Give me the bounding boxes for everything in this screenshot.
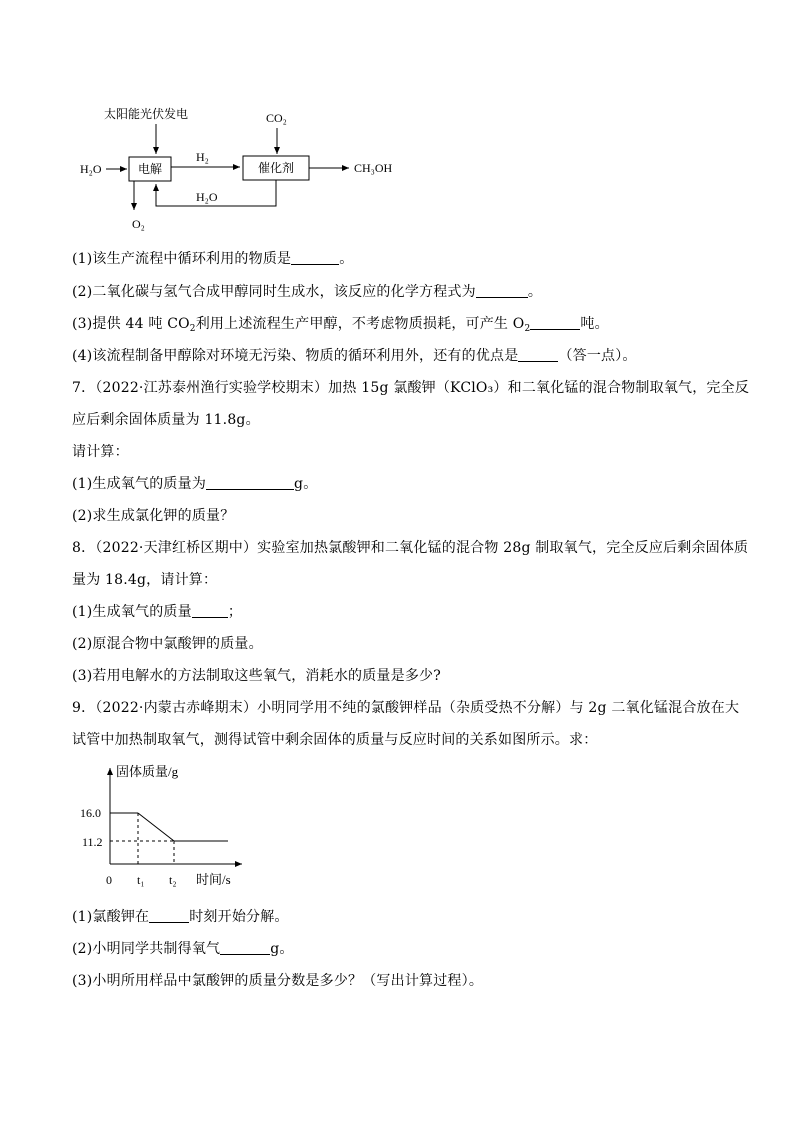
recycle-label: H₂O	[196, 190, 218, 204]
series-segment	[138, 813, 174, 841]
answer-blank[interactable]	[206, 475, 294, 490]
origin-label: 0	[106, 873, 112, 887]
q8-part1: (1)生成氧气的质量 ；	[72, 604, 243, 620]
q9-part3: (3)小明所用样品中氯酸钾的质量分数是多少？（写出计算过程）。	[72, 973, 484, 989]
answer-blank[interactable]	[149, 908, 189, 923]
electrolysis-label: 电解	[138, 162, 163, 176]
x-tick-label-t1: t₁	[137, 873, 145, 887]
x-axis-label: 时间/s	[196, 872, 231, 887]
answer-blank[interactable]	[192, 603, 228, 618]
q9-part1: (1)氯酸钾在 时刻开始分解。	[72, 909, 289, 925]
q7-stem-line2: 应后剩余固体质量为 11.8g。	[72, 412, 260, 428]
flow-diagram	[76, 102, 406, 232]
q8-stem-line2: 量为 18.4g，请计算：	[72, 572, 218, 588]
q8-part2: (2)原混合物中氯酸钾的质量。	[72, 636, 263, 652]
q9-stem-line1: 9．（2022·内蒙古赤峰期末）小明同学用不纯的氯酸钾样品（杂质受热不分解）与 2g 二氧化锰混合放在大	[72, 700, 740, 716]
q6-part1: (1)该生产流程中循环利用的物质是 。	[72, 251, 354, 267]
answer-blank[interactable]	[476, 283, 528, 298]
answer-blank[interactable]	[530, 315, 580, 330]
y-axis-label: 固体质量/g	[116, 764, 179, 779]
q6-part4: (4)该流程制备甲醇除对环境无污染、物质的循环利用外，还有的优点是 （答一点）。	[72, 348, 637, 364]
x-tick-label-t2: t₂	[169, 873, 177, 887]
solar-label: 太阳能光伏发电	[104, 107, 189, 121]
q9-part2: (2)小明同学共制得氧气 g。	[72, 941, 294, 957]
q7-prompt: 请计算：	[72, 444, 129, 460]
catalyst-label: 催化剂	[258, 161, 295, 175]
answer-blank[interactable]	[291, 250, 339, 265]
o2-label: O₂	[132, 217, 145, 231]
product-label: CH₃OH	[354, 161, 393, 175]
q8-part3: (3)若用电解水的方法制取这些氧气，消耗水的质量是多少?	[72, 668, 441, 684]
y-tick-label-16: 16.0	[80, 806, 101, 820]
y-tick-label-11: 11.2	[82, 835, 103, 849]
q9-stem-line2: 试管中加热制取氧气，测得试管中剩余固体的质量与反应时间的关系如图所示。求：	[72, 732, 598, 748]
q6-part3: (3)提供 44 吨 $CO_2$利用上述流程生产甲醇，不考虑物质损耗，可产生 $O_2$ 吨。	[72, 316, 609, 334]
answer-blank[interactable]	[518, 347, 558, 362]
q6-part2: (2)二氧化碳与氢气合成甲醇同时生成水，该反应的化学方程式为 。	[72, 284, 543, 300]
q7-part1: (1)生成氧气的质量为 g。	[72, 476, 318, 492]
q7-part2: (2)求生成氯化钾的质量？	[72, 508, 235, 524]
q8-stem-line1: 8．（2022·天津红桥区期中）实验室加热氯酸钾和二氧化锰的混合物 28g 制取氧气，完全反应后剩余固体质	[72, 540, 749, 556]
input-h2o-label: H₂O	[80, 162, 102, 176]
co2-label: CO₂	[266, 111, 287, 125]
q7-stem-line1: 7．（2022·江苏泰州渔行实验学校期末）加热 15g 氯酸钾（KClO₃）和二氧化锰的混合物制取氧气，完全反	[72, 380, 750, 396]
mass-time-chart	[76, 760, 266, 892]
h2-label: H₂	[196, 150, 209, 164]
answer-blank[interactable]	[220, 940, 270, 955]
